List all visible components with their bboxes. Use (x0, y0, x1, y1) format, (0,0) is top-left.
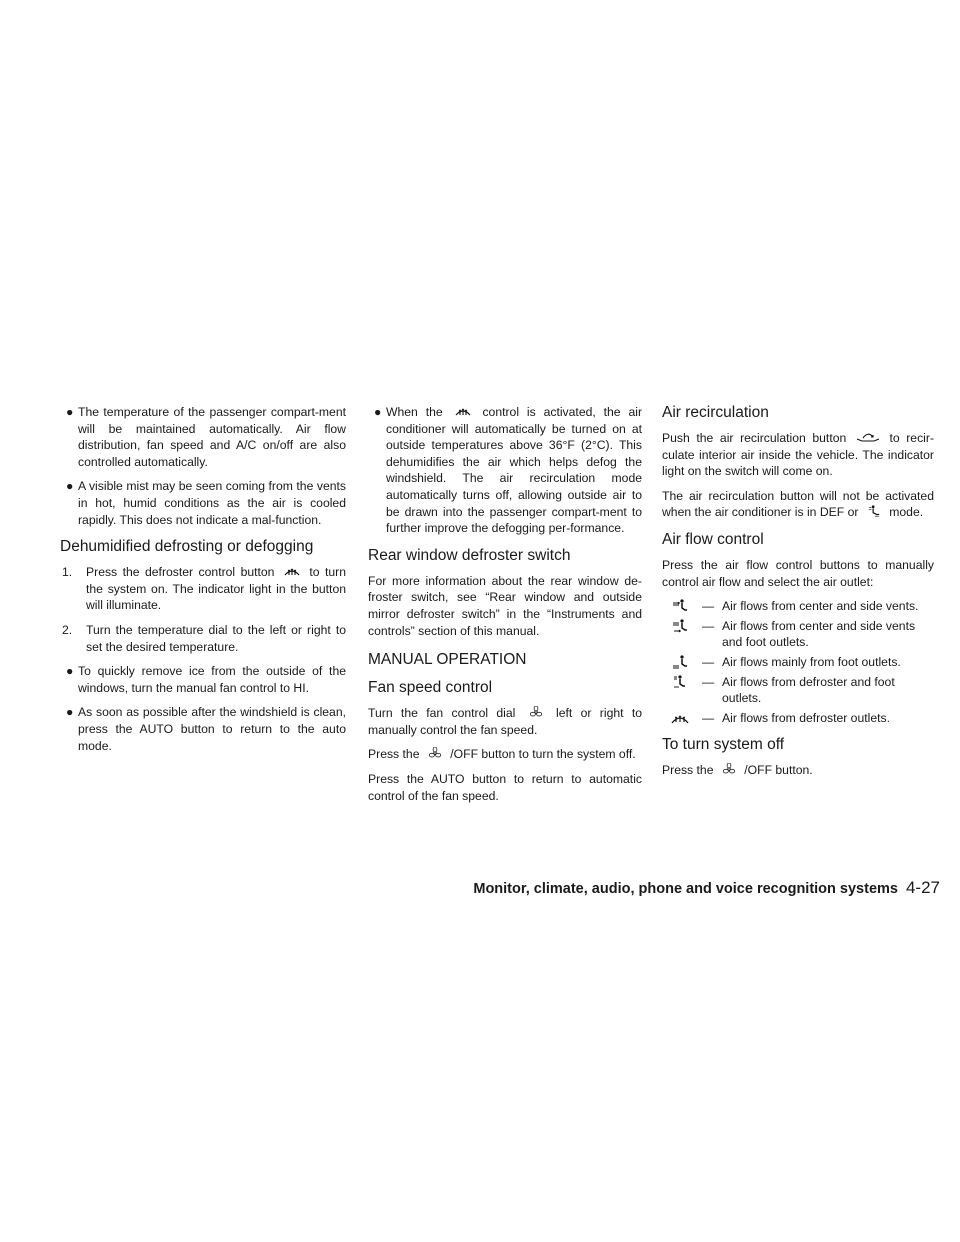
vent-foot-icon (670, 655, 690, 669)
text-off-post: /OFF button. (744, 763, 813, 778)
bullet-text: When the (386, 405, 443, 419)
text-recirc2-pre: The air recirculation button will not be activated when the air conditioner is in DEF or (662, 488, 934, 520)
air-flow-mode-bilevel (662, 618, 934, 651)
dash: — (702, 618, 715, 633)
air-flow-mode-defrost (662, 710, 934, 727)
air-flow-mode-face (662, 598, 934, 615)
paragraph-recirculation (662, 430, 934, 480)
text-recirc-pre: Push the air recirculation button (662, 431, 847, 445)
mode-text: Air flows from defroster and foot outlets. (722, 674, 895, 706)
text-off-post: /OFF button to turn the system off. (450, 747, 636, 762)
bullet-auto-temperature (60, 404, 346, 470)
defrost-icon (453, 405, 473, 417)
step-number: 1. (62, 565, 73, 580)
page-footer (450, 878, 940, 898)
step-1 (62, 564, 346, 614)
bullet-dot: ● (66, 664, 74, 679)
mode-text: Air flows from center and side vents and foot outlets. (722, 618, 916, 650)
step-text: Turn the temperature dial to the left or right to set the desired temperature. (86, 622, 346, 654)
step-number: 2. (62, 622, 73, 637)
paragraph-fan-auto: Press the AUTO button to return to automatic control of the fan speed. (368, 771, 642, 803)
defrost-icon (282, 565, 302, 577)
air-flow-mode-defrost-foot (662, 674, 934, 707)
heading-manual-operation: MANUAL OPERATION (368, 651, 527, 669)
text-recirc2-post: mode. (889, 505, 924, 520)
column-right (662, 404, 934, 787)
column-left (60, 404, 346, 762)
bullet-text: As soon as possible after the windshield is clean, press the AUTO button to return to the auto mode. (78, 705, 346, 753)
paragraph-rear-defroster: For more information about the rear window de-froster switch, see “Rear window and outside mirror defroster switch” in the “Instruments and controls” section of this manual. (368, 573, 642, 638)
defrost-foot-icon (670, 675, 690, 689)
dash: — (702, 674, 715, 689)
paragraph-turn-off (662, 762, 934, 779)
paragraph-fan-off (368, 746, 642, 763)
bullet-dot: ● (66, 479, 74, 494)
bullet-dot: ● (66, 705, 74, 720)
bullet-text: control is activated, the air conditioner will automatically be turned on at outside temperatures above 36°F (2°C). This dehumidifies the air which helps defog the windshield. The air recirculation mode automatically turns off, allowing outside air to be drawn into the passenger compart-ment to further improve the defogging per-formance. (386, 405, 643, 536)
text-fan-post: left or right to manually control the fan speed. (368, 706, 643, 737)
heading-dehumidified-defrosting: Dehumidified defrosting or defogging (60, 538, 314, 556)
footer-section-title: Monitor, climate, audio, phone and voice recognition systems (473, 881, 898, 897)
fan-icon (526, 706, 546, 718)
mode-text: Air flows mainly from foot outlets. (722, 654, 901, 669)
text-off-pre: Press the (662, 763, 714, 778)
heading-air-flow-control: Air flow control (662, 530, 764, 548)
paragraph-recirculation-note (662, 488, 934, 521)
dash: — (702, 710, 715, 725)
step-2 (62, 622, 346, 655)
step-text: Press the defroster control button (86, 565, 275, 580)
bullet-defrost-control (368, 404, 642, 537)
heading-rear-window-defroster: Rear window defroster switch (368, 546, 571, 564)
text-recirc-post: to recir-culate interior air inside the vehicle. The indicator light on the switch will come on. (662, 431, 935, 479)
bullet-text: To quickly remove ice from the outside of the windows, turn the manual fan control to HI. (78, 664, 346, 695)
recirculation-icon (855, 431, 881, 443)
column-middle (368, 404, 642, 812)
bullet-text: A visible mist may be seen coming from the vents in hot, humid conditions as the air is cooled rapidly. This does not indicate a mal-function. (78, 479, 346, 527)
defrost-foot-icon (864, 505, 884, 517)
bullet-auto-return (60, 704, 346, 754)
step-text: to turn the system on. The indicator light in the button will illuminate. (86, 565, 346, 613)
bullet-remove-ice (60, 663, 346, 696)
vent-face-icon (670, 599, 690, 613)
bullet-dot: ● (374, 405, 382, 419)
heading-turn-system-off: To turn system off (662, 736, 785, 754)
paragraph-fan-dial (368, 705, 642, 738)
fan-icon (719, 763, 739, 775)
defrost-icon (670, 711, 690, 725)
bullet-dot: ● (66, 405, 74, 419)
heading-air-recirculation: Air recirculation (662, 404, 769, 421)
vent-bilevel-icon (670, 619, 690, 633)
text-fan-pre: Turn the fan control dial (368, 706, 516, 721)
paragraph-air-flow: Press the air flow control buttons to manually control air flow and select the air outlet: (662, 557, 934, 589)
page-number: 4-27 (905, 878, 940, 897)
mode-text: Air flows from defroster outlets. (722, 710, 890, 725)
dash: — (702, 654, 715, 669)
text-off-pre: Press the (368, 747, 420, 762)
bullet-text: The temperature of the passenger compart-ment will be maintained automatically. Air flow distribution, fan speed and A/C on/off are also controlled automatically. (78, 405, 346, 469)
bullet-visible-mist (60, 478, 346, 528)
air-flow-mode-foot (662, 654, 934, 671)
dash: — (702, 599, 715, 614)
heading-fan-speed-control: Fan speed control (368, 679, 493, 697)
fan-icon (425, 747, 445, 759)
mode-text: Air flows from center and side vents. (722, 599, 919, 614)
